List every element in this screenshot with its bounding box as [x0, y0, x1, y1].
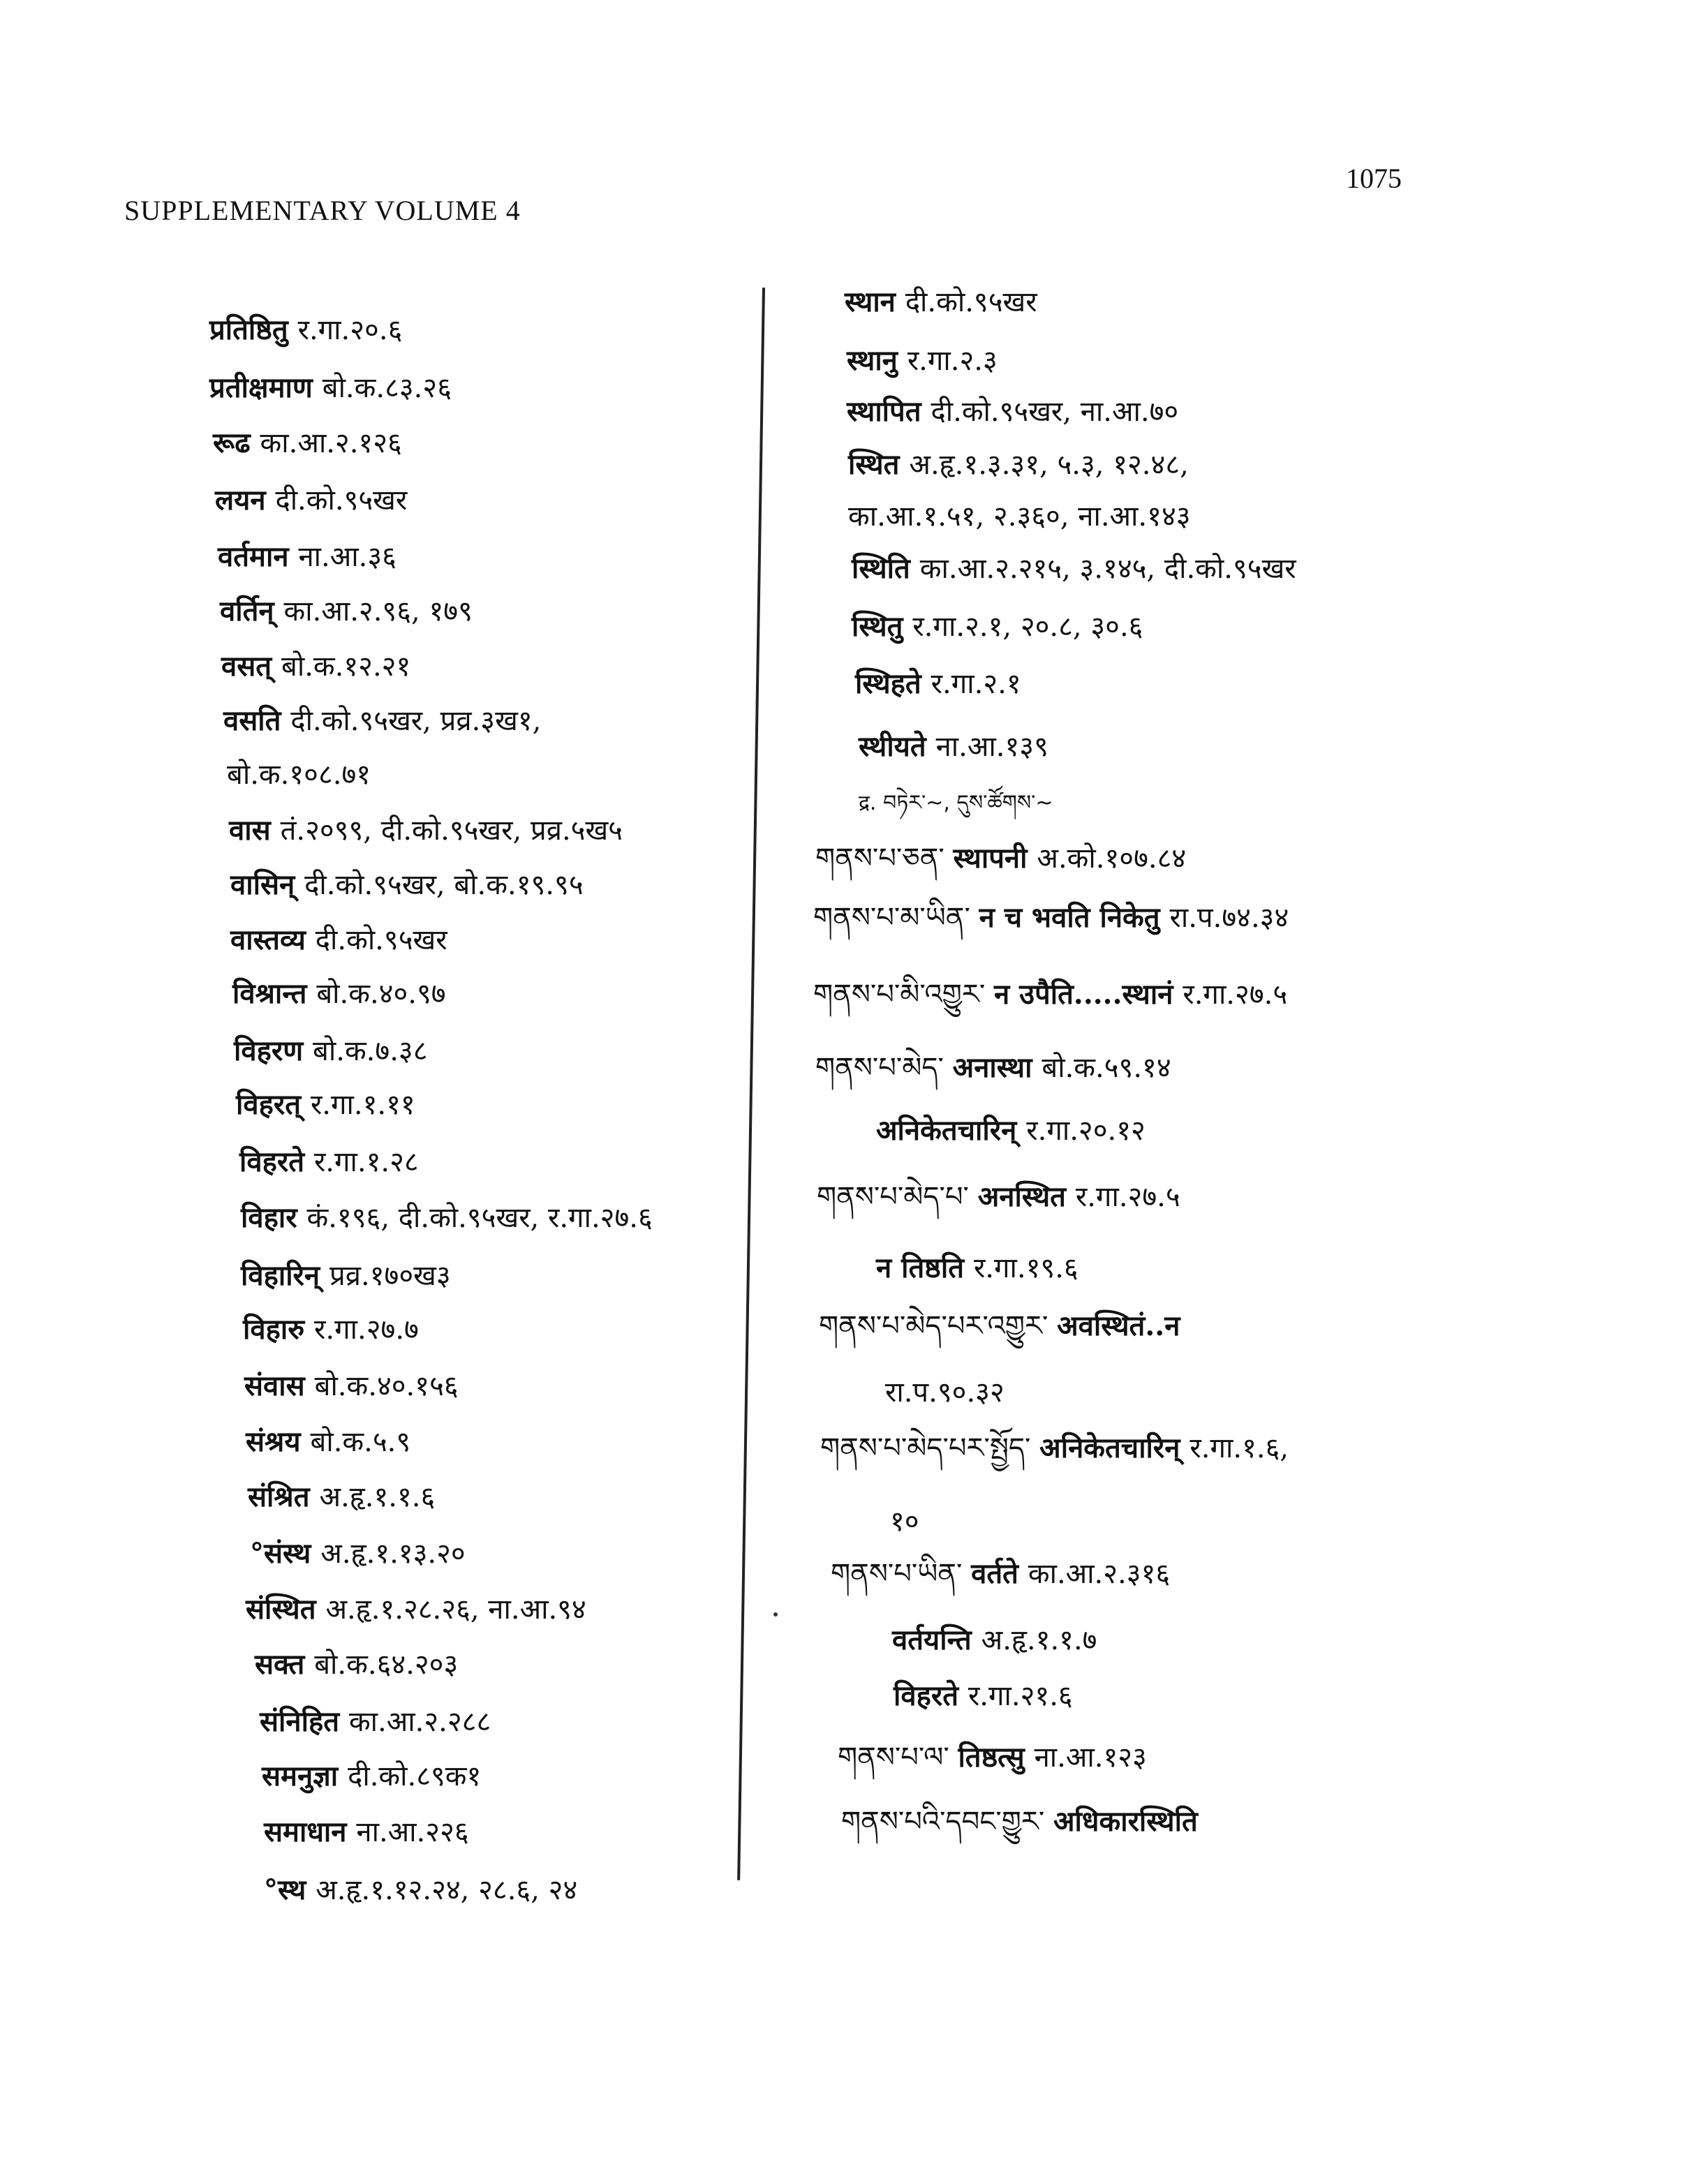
source-reference: र.गा.२.३	[907, 345, 998, 377]
right-entry-line	[892, 1626, 1097, 1654]
left-entry-line	[209, 371, 452, 404]
source-reference: का.आ.२.३१६	[1028, 1558, 1171, 1590]
source-reference: बो.क.४०.१५६	[314, 1370, 459, 1402]
source-reference: र.गा.२७.७	[314, 1314, 419, 1346]
left-entry-line	[264, 1815, 469, 1848]
sanskrit-headword: अधिकारस्थिति	[1053, 1805, 1198, 1838]
source-reference: बो.क.१०८.७१	[227, 759, 371, 791]
source-reference: बो.क.७.३८	[313, 1035, 428, 1067]
running-head: SUPPLEMENTARY VOLUME 4	[124, 195, 521, 226]
stray-mark	[773, 1612, 778, 1617]
sanskrit-headword: वसत्	[221, 650, 282, 683]
sanskrit-headword: स्थिति	[852, 552, 920, 585]
sanskrit-headword: न तिष्ठति	[876, 1251, 974, 1284]
left-entry-line	[213, 426, 402, 459]
source-reference: बो.क.६४.२०३	[314, 1649, 459, 1681]
left-entry-line	[241, 1259, 451, 1292]
right-entry-line	[831, 1557, 1171, 1590]
source-reference: बो.क.८३.२६	[322, 372, 452, 404]
right-entry-line	[815, 1051, 1171, 1084]
right-entry-line	[847, 344, 998, 377]
sanskrit-headword: स्थिहते	[855, 667, 931, 700]
sanskrit-headword: प्रतीक्षमाण	[209, 371, 323, 404]
right-entry-line	[852, 552, 1296, 585]
source-reference: अ.हृ.१.३.३१, ५.३, १२.४८,	[909, 449, 1189, 481]
right-entry-line	[848, 448, 1189, 481]
sanskrit-headword: लयन	[215, 484, 276, 517]
sanskrit-headword: विहार	[241, 1201, 307, 1234]
tibetan-term: གནས་པ་མེད་པར་འགྱུར་	[819, 1310, 1058, 1342]
sanskrit-headword: संनिहित	[260, 1705, 349, 1738]
sanskrit-headword: वर्तते	[971, 1557, 1028, 1590]
right-entry-line	[813, 978, 1288, 1011]
sanskrit-headword: अनस्थित	[977, 1180, 1076, 1213]
left-entry-line	[248, 1480, 436, 1513]
sanskrit-headword: समनुज्ञा	[262, 1760, 348, 1792]
right-entry-line	[838, 1741, 1147, 1774]
source-reference: का.आ.२.९६, १७९	[283, 595, 473, 627]
left-entry-line	[241, 1201, 653, 1234]
sanskrit-headword: वर्तमान	[218, 540, 299, 573]
tibetan-term: གནས་པ་ལ་	[838, 1741, 958, 1774]
sanskrit-headword: स्थीयते	[859, 730, 936, 763]
source-reference: रा.प.९०.३२	[885, 1376, 1005, 1409]
left-entry-line	[234, 1034, 428, 1067]
sanskrit-headword: विहरते	[239, 1145, 314, 1178]
tibetan-term: གནས་པའི་དབང་གྱུར་	[841, 1806, 1053, 1838]
source-reference: र.गा.१९.६	[973, 1252, 1079, 1284]
sanskrit-headword: वसति	[223, 704, 291, 737]
source-reference: बो.क.५९.१४	[1042, 1052, 1171, 1084]
sanskrit-headword: स्थान	[845, 285, 905, 318]
left-entry-line	[250, 1537, 466, 1570]
left-entry-line	[244, 1369, 459, 1402]
right-entry-line	[859, 730, 1048, 763]
source-reference: अ.को.१०७.८४	[1037, 842, 1187, 875]
source-reference: १०	[890, 1506, 919, 1538]
right-entry-line	[817, 1180, 1180, 1213]
sanskrit-headword: विहारिन्	[241, 1259, 330, 1292]
tibetan-term: གནས་པ་ཅན་	[815, 842, 954, 875]
right-entry-line	[859, 787, 1053, 815]
sanskrit-headword: विहारु	[243, 1313, 315, 1346]
left-entry-line	[232, 977, 446, 1010]
source-reference: का.आ.१.५१, २.३६०, ना.आ.१४३	[848, 500, 1191, 533]
sanskrit-headword: °संस्थ	[250, 1537, 321, 1570]
sanskrit-headword: स्थित	[848, 448, 910, 481]
source-reference: बो.क.४०.९७	[316, 978, 446, 1010]
source-reference: बो.क.१२.२१	[281, 651, 411, 683]
sanskrit-headword: वास्तव्य	[230, 923, 316, 956]
sanskrit-headword: संश्रित	[248, 1480, 320, 1513]
source-reference: दी.को.९५खर	[905, 286, 1037, 318]
source-reference: का.आ.२.२१५, ३.१४५, दी.को.९५खर	[919, 553, 1296, 585]
page-number: 1075	[1346, 163, 1402, 194]
source-reference: र.गा.१.२८	[313, 1146, 419, 1178]
right-entry-line	[855, 667, 1021, 700]
right-entry-line	[820, 1434, 1289, 1462]
column-divider	[737, 288, 765, 1880]
sanskrit-headword: स्थितु	[852, 610, 913, 643]
left-entry-line	[246, 1593, 586, 1626]
sanskrit-headword: °स्थ	[264, 1873, 316, 1906]
source-reference: ना.आ.२२६	[356, 1816, 469, 1848]
left-entry-line	[218, 540, 396, 573]
source-reference: अ.हृ.१.१.६	[319, 1481, 436, 1513]
left-entry-line	[246, 1425, 411, 1458]
sanskrit-headword: संवास	[244, 1369, 315, 1402]
source-reference: प्रव्र.१७०ख३	[329, 1260, 451, 1292]
right-entry-line	[885, 1376, 1005, 1409]
right-entry-line	[813, 901, 1289, 934]
tibetan-term: གནས་པ་མེད་པར་སྤྱོད་	[820, 1432, 1040, 1464]
sanskrit-headword: संस्थित	[246, 1593, 326, 1626]
source-reference: तं.२०९९, दी.को.९५खर, प्रव्र.५ख५	[280, 815, 623, 847]
left-entry-line	[223, 704, 542, 737]
sanskrit-headword: समाधान	[264, 1815, 357, 1848]
tibetan-term: གནས་པ་མ་ཡིན་	[813, 902, 979, 934]
left-entry-line	[236, 1088, 415, 1121]
left-entry-line	[227, 761, 371, 789]
source-reference: का.आ.२.१२६	[260, 427, 402, 459]
sanskrit-headword: संश्रय	[246, 1425, 311, 1458]
sanskrit-headword: स्थापित	[847, 395, 931, 428]
left-entry-line	[230, 868, 584, 901]
left-entry-line	[264, 1873, 578, 1906]
sanskrit-headword: अवस्थितं..न	[1057, 1309, 1180, 1342]
left-entry-line	[220, 597, 473, 625]
right-entry-line	[890, 1508, 919, 1536]
left-entry-line	[229, 814, 623, 847]
sanskrit-headword: विश्रान्त	[232, 977, 317, 1010]
sanskrit-headword: रूढ	[213, 426, 260, 459]
right-entry-line	[847, 395, 1179, 428]
source-reference: रा.प.७४.३४	[1169, 902, 1289, 934]
source-reference: अ.हृ.१.१२.२४, २८.६, २४	[316, 1874, 578, 1906]
sanskrit-headword: तिष्ठत्सु	[958, 1741, 1035, 1774]
source-reference: का.आ.२.२८८	[348, 1706, 491, 1738]
source-reference: दी.को.९५खर, बो.क.१९.९५	[304, 869, 584, 901]
left-entry-line	[230, 923, 447, 956]
right-entry-line	[845, 285, 1037, 318]
source-reference: र.गा.१.६,	[1189, 1432, 1289, 1464]
sanskrit-headword: सक्त	[255, 1648, 315, 1681]
source-reference: र.गा.२७.५	[1075, 1181, 1180, 1213]
sanskrit-headword: अनिकेतचारिन्	[876, 1114, 1027, 1147]
sanskrit-headword: स्थापनी	[953, 842, 1037, 875]
source-reference: दी.को.८९क१	[348, 1760, 482, 1792]
left-entry-line	[262, 1762, 481, 1790]
source-reference: र.गा.२०.१२	[1026, 1115, 1146, 1147]
left-entry-line	[209, 313, 403, 346]
left-entry-line	[221, 650, 411, 683]
source-reference: अ.हृ.१.१३.२०	[320, 1538, 466, 1570]
source-reference: ना.आ.१३९	[935, 731, 1048, 763]
right-entry-line	[848, 500, 1191, 533]
source-reference: र.गा.२१.६	[968, 1680, 1073, 1712]
left-entry-line	[260, 1705, 491, 1738]
source-reference: दी.को.९५खर, ना.आ.७०	[931, 396, 1179, 428]
sanskrit-headword: न च भवति निकेतु	[979, 901, 1170, 934]
tibetan-term: གནས་པ་ཡིན་	[831, 1558, 972, 1590]
source-reference: र.गा.२.१	[931, 668, 1021, 700]
source-reference: दी.को.९५खर, प्रव्र.३ख१,	[290, 705, 542, 737]
right-entry-line	[852, 610, 1143, 643]
source-reference: दी.को.९५खर	[315, 924, 447, 956]
sanskrit-headword: प्रतिष्ठितु	[209, 313, 298, 346]
right-entry-line	[894, 1679, 1073, 1712]
right-entry-line	[819, 1309, 1180, 1342]
sanskrit-headword: अनास्था	[952, 1051, 1042, 1084]
sanskrit-headword: न उपैति.....स्थानं	[993, 978, 1183, 1011]
source-reference: र.गा.२.१, २०.८, ३०.६	[912, 611, 1143, 643]
sanskrit-headword: वर्तिन्	[220, 595, 284, 627]
tibetan-term: གནས་པ་མེད་	[815, 1052, 953, 1084]
sanskrit-headword: स्थानु	[847, 344, 907, 377]
source-reference: द्र. བཏེར་~, དུས་ཚོགས་~	[859, 791, 1053, 815]
sanskrit-headword: विहरण	[234, 1034, 313, 1067]
left-entry-line	[255, 1648, 459, 1681]
source-reference: कं.१९६, दी.को.९५खर, र.गा.२७.६	[306, 1202, 653, 1234]
sanskrit-headword: वर्तयन्ति	[892, 1624, 981, 1656]
sanskrit-headword: अनिकेतचारिन्	[1039, 1432, 1190, 1464]
sanskrit-headword: वासिन्	[230, 868, 305, 901]
source-reference: र.गा.२०.६	[297, 314, 403, 346]
sanskrit-headword: विहरते	[894, 1679, 968, 1712]
left-entry-line	[215, 484, 408, 517]
right-entry-line	[876, 1114, 1146, 1147]
sanskrit-headword: विहरत्	[236, 1088, 311, 1121]
right-entry-line	[876, 1251, 1079, 1284]
source-reference: ना.आ.१२३	[1034, 1741, 1147, 1774]
tibetan-term: གནས་པ་མེད་པ་	[817, 1181, 978, 1213]
source-reference: दी.को.९५खर	[275, 484, 408, 517]
left-entry-line	[239, 1145, 419, 1178]
source-reference: बो.क.५.९	[310, 1426, 411, 1458]
source-reference: अ.हृ.१.२८.२६, ना.आ.९४	[325, 1594, 586, 1626]
left-entry-line	[243, 1313, 419, 1346]
right-entry-line	[841, 1805, 1198, 1838]
right-entry-line	[815, 842, 1187, 875]
source-reference: अ.हृ.१.१.७	[981, 1624, 1097, 1656]
source-reference: र.गा.१.११	[310, 1089, 415, 1121]
source-reference: र.गा.२७.५	[1183, 979, 1288, 1011]
tibetan-term: གནས་པ་མི་འགྱུར་	[813, 979, 994, 1011]
sanskrit-headword: वास	[229, 814, 281, 847]
source-reference: ना.आ.३६	[298, 541, 396, 573]
